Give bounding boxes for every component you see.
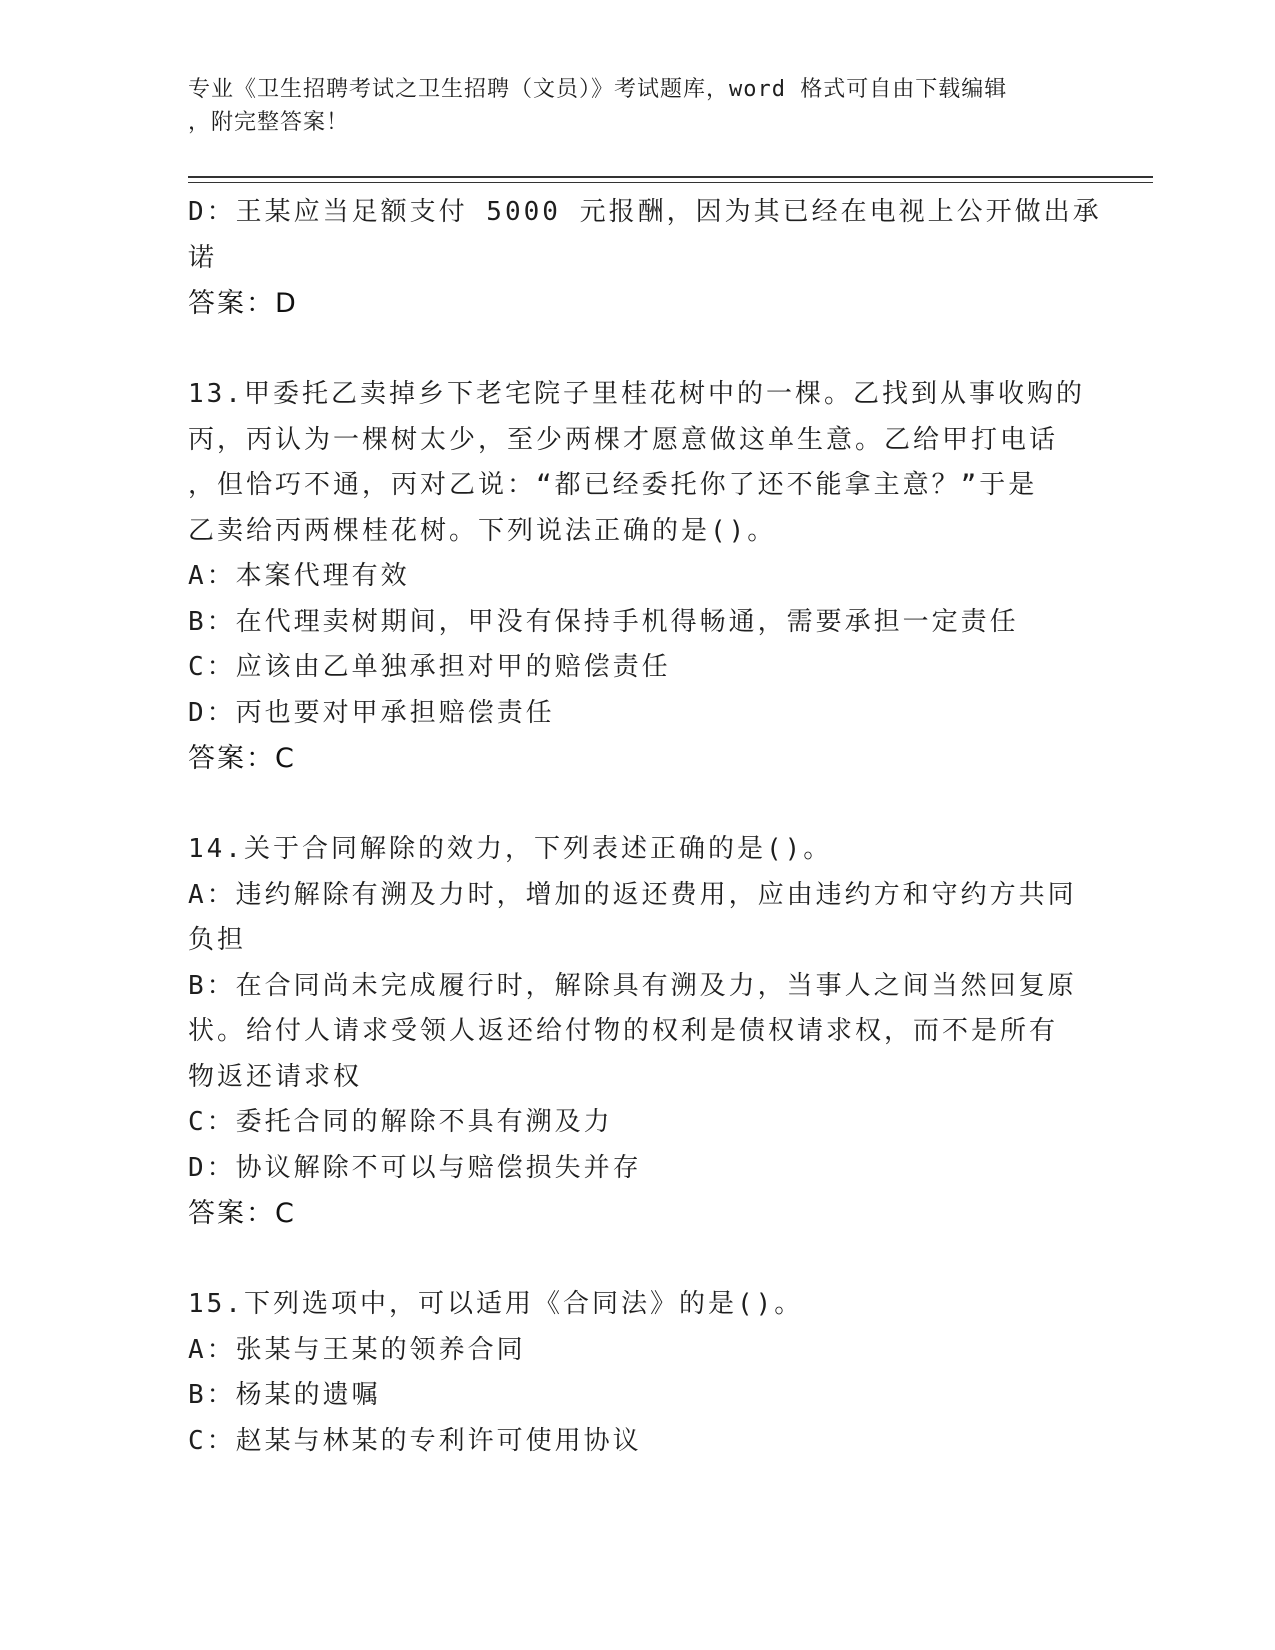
option-b-line-1: B：在合同尚未完成履行时，解除具有溯及力，当事人之间当然回复原 [188,970,1077,1001]
question-stem-line-1: 13.甲委托乙卖掉乡下老宅院子里桂花树中的一棵。乙找到从事收购的 [188,379,1085,409]
spacer [188,1237,1088,1283]
question-stem-line-4: 乙卖给丙两棵桂花树。下列说法正确的是()。 [188,515,777,546]
spacer [188,327,1088,373]
answer: 答案：C [188,743,296,774]
option-d-line-2: 诺 [188,242,218,273]
option-c: C：委托合同的解除不具有溯及力 [188,1107,613,1137]
header-line-1: 专业《卫生招聘考试之卫生招聘（文员）》考试题库，word 格式可自由下载编辑 [188,77,1008,102]
option-a-line-2: 负担 [188,925,247,955]
header-rule-thick [188,176,1153,178]
option-b: B：杨某的遗嘱 [188,1380,381,1410]
option-b-line-3: 物返还请求权 [188,1061,363,1092]
question-stem: 14.关于合同解除的效力，下列表述正确的是()。 [188,834,833,864]
header-line-2: ，附完整答案！ [188,110,350,135]
header-rule-thin [188,182,1153,183]
option-d-line-1: D：王某应当足额支付 5000 元报酬，因为其已经在电视上公开做出承 [188,197,1102,227]
question-content [188,190,1102,1464]
option-b-line-2: 状。给付人请求受领人返还给付物的权利是债权请求权，而不是所有 [188,1016,1059,1046]
question-stem-line-3: ，但恰巧不通，丙对乙说：“都已经委托你了还不能拿主意？”于是 [188,470,1038,500]
option-a: A：本案代理有效 [188,561,410,591]
question-14 [188,827,1088,1237]
option-a: A：张某与王某的领养合同 [188,1334,526,1365]
question-12-tail [188,190,1102,327]
option-c: C：赵某与林某的专利许可使用协议 [188,1425,642,1456]
option-d: D：丙也要对甲承担赔偿责任 [188,697,555,728]
option-a-line-1: A：违约解除有溯及力时，增加的返还费用，应由违约方和守约方共同 [188,879,1077,910]
question-stem: 15.下列选项中，可以适用《合同法》的是()。 [188,1289,804,1319]
question-15 [188,1282,1088,1464]
answer: 答案：D [188,288,298,319]
option-c: C：应该由乙单独承担对甲的赔偿责任 [188,652,671,682]
question-13 [188,372,1088,782]
answer: 答案：C [188,1198,296,1229]
page-header [188,73,1088,139]
option-b: B：在代理卖树期间，甲没有保持手机得畅通，需要承担一定责任 [188,606,1019,637]
question-stem-line-2: 丙，丙认为一棵树太少，至少两棵才愿意做这单生意。乙给甲打电话 [188,424,1059,455]
option-d: D：协议解除不可以与赔偿损失并存 [188,1152,642,1183]
spacer [188,782,1088,828]
